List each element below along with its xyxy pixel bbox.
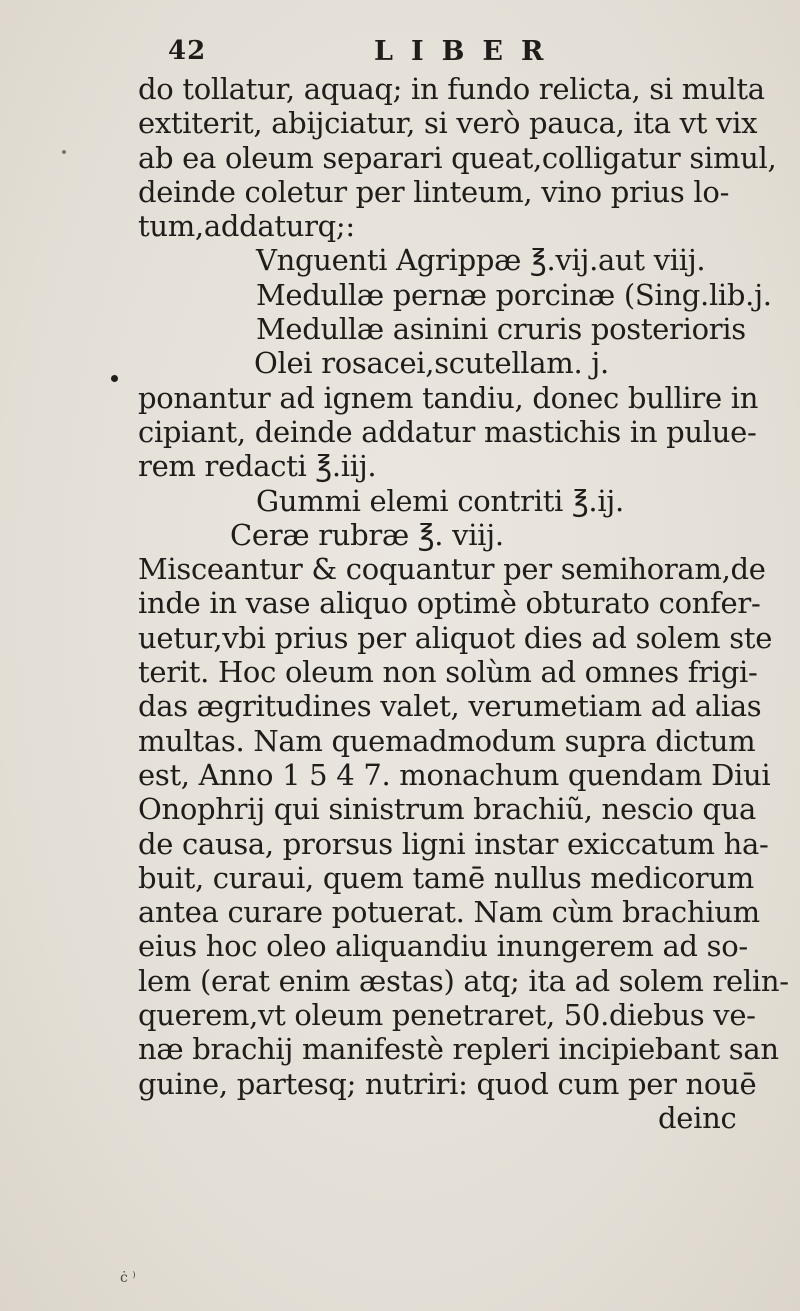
text-line: tum,addaturq;:	[138, 209, 355, 244]
bullet-mark	[111, 375, 118, 382]
text-line: querem,vt oleum penetraret, 50.diebus ve-	[138, 998, 756, 1033]
recipe-line: Medullæ asinini cruris posterioris	[256, 312, 746, 347]
recipe-line: Olei rosacei,scutellam. j.	[254, 346, 609, 381]
text-line: lem (erat enim æstas) atq; ita ad solem relin-	[138, 963, 789, 998]
text-line: ponantur ad ignem tandiu, donec bullire in	[138, 380, 759, 415]
text-line: de causa, prorsus ligni instar exiccatum ha-	[138, 826, 769, 861]
running-title: LIBER	[374, 36, 562, 67]
text-line: næ brachij manifestè repleri incipiebant san	[138, 1032, 779, 1067]
text-line: eius hoc oleo aliquandiu inungerem ad so-	[138, 929, 748, 964]
text-line: buit, curaui, quem tamē nullus medicorum	[138, 860, 754, 895]
text-line: uetur,vbi prius per aliquot dies ad solem ste	[138, 620, 773, 655]
text-line: multas. Nam quemadmodum supra dictum	[138, 723, 756, 758]
text-line: rem redacti ℥.iij.	[138, 449, 377, 484]
text-line: Misceantur & coquantur per semihoram,de	[138, 552, 766, 587]
text-line: Onophrij qui sinistrum brachiũ, nescio qua	[138, 792, 757, 827]
text-line: ab ea oleum separari queat,colligatur simul,	[138, 140, 777, 175]
text-line: deinde coletur per linteum, vino prius lo-	[138, 174, 730, 209]
text-line: guine, partesq; nutriri: quod cum per nouē	[138, 1066, 757, 1101]
page-number: 42	[168, 36, 207, 66]
text-line: antea curare potuerat. Nam cùm brachium	[138, 895, 760, 930]
text-line: inde in vase aliquo optimè obturato confer-	[138, 586, 761, 621]
recipe-line: Gummi elemi contriti ℥.ij.	[256, 483, 624, 518]
ink-speck	[62, 150, 66, 154]
text-line: extiterit, abijciatur, si verò pauca, ita vt vix	[138, 106, 758, 141]
body-text	[138, 72, 789, 1135]
text-line: do tollatur, aquaq; in fundo relicta, si multa	[138, 72, 765, 106]
recipe-line: Ceræ rubræ ℥. viij.	[230, 517, 504, 552]
text-line: est, Anno 1 5 4 7. monachum quendam Diui	[138, 757, 771, 792]
page-header	[0, 36, 800, 76]
text-line: cipiant, deinde addatur mastichis in pulue-	[138, 414, 757, 449]
recipe-line: Medullæ pernæ porcinæ (Sing.lib.j.	[256, 277, 772, 312]
text-line: terit. Hoc oleum non solùm ad omnes frigi-	[138, 655, 758, 690]
catchword: deinc	[658, 1100, 737, 1135]
text-line: das ægritudines valet, verumetiam ad alias	[138, 689, 762, 724]
recipe-line: Vnguenti Agrippæ ℥.vij.aut viij.	[256, 243, 706, 278]
marginal-marks: ċ ⁾	[120, 1270, 136, 1286]
